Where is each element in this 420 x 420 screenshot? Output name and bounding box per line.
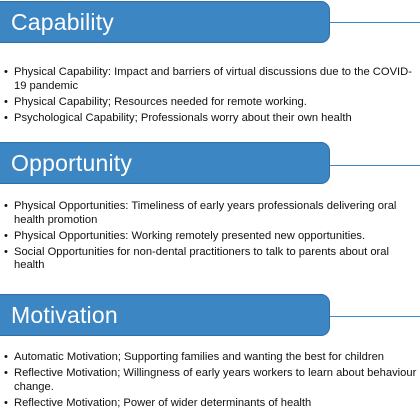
capability-connector-line <box>330 22 420 23</box>
list-item: • Reflective Motivation; Power of wider determinants of health <box>4 396 312 409</box>
list-item: • Automatic Motivation; Supporting families and wanting the best for children <box>4 351 385 363</box>
bullet-icon: • <box>4 111 8 124</box>
motivation-list <box>4 351 420 413</box>
capability-title: Capability <box>11 8 114 35</box>
opportunity-connector-line <box>330 165 420 166</box>
motivation-header <box>0 294 330 336</box>
list-item: • Physical Capability: Impact and barriers of virtual discussions due to the COVID-19 pandemic <box>4 66 412 92</box>
list-item: • Physical Opportunities: Timeliness of early years professionals delivering oral health promotion <box>4 200 397 226</box>
bullet-icon: • <box>4 229 8 242</box>
list-item: • Physical Capability; Resources needed for remote working. <box>4 95 307 108</box>
bullet-icon: • <box>4 200 8 212</box>
opportunity-header <box>0 142 330 184</box>
list-item: • Physical Opportunities: Working remotely presented new opportunities. <box>4 229 366 242</box>
capability-header <box>0 1 330 43</box>
capability-list <box>4 66 420 128</box>
bullet-icon: • <box>4 95 8 108</box>
bullet-icon: • <box>4 245 8 258</box>
bullet-icon: • <box>4 396 8 409</box>
motivation-connector-line <box>330 316 420 317</box>
list-item: • Social Opportunities for non-dental practitioners to talk to parents about oral health <box>4 245 389 272</box>
list-item: • Reflective Motivation; Willingness of early years workers to learn about behaviour change. <box>4 367 417 393</box>
bullet-icon: • <box>4 351 8 363</box>
list-item: • Psychological Capability; Professionals worry about their own health <box>4 111 352 124</box>
opportunity-list <box>4 200 420 275</box>
motivation-title: Motivation <box>11 301 118 328</box>
bullet-icon: • <box>4 66 8 78</box>
opportunity-title: Opportunity <box>11 149 133 176</box>
bullet-icon: • <box>4 367 8 380</box>
